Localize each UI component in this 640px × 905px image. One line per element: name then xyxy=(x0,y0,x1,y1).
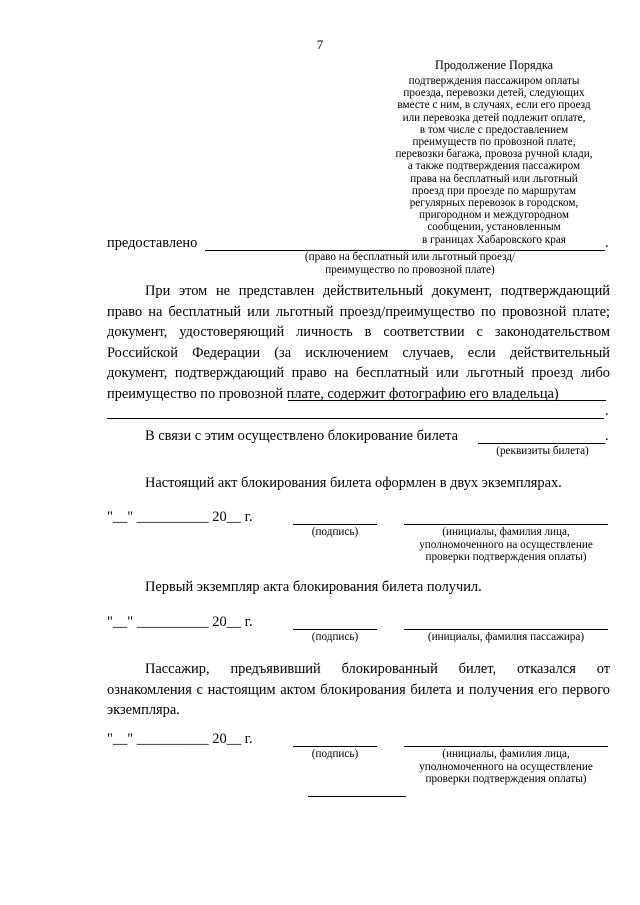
signature-line xyxy=(293,629,377,630)
ticket-details-caption: (реквизиты билета) xyxy=(496,445,589,457)
header-line: преимуществ по провозной плате, xyxy=(412,136,576,149)
missing-document-paragraph xyxy=(107,281,610,405)
provided-caption-line: преимущество по провозной плате) xyxy=(325,263,495,276)
caption-line: (инициалы, фамилия лица, xyxy=(442,748,570,760)
caption-line: (инициалы, фамилия лица, xyxy=(442,526,570,538)
inspector-name-caption xyxy=(395,748,617,786)
blocking-end: . xyxy=(605,428,609,444)
name-line xyxy=(404,629,608,630)
provided-end: . xyxy=(605,235,609,251)
date-field: "__" __________ 20__ г. xyxy=(107,731,253,747)
provided-caption-line: (право на бесплатный или льготный проезд/ xyxy=(304,251,516,263)
para1-end: . xyxy=(605,403,609,419)
extra-fill-line xyxy=(107,418,604,419)
provided-label: предоставлено xyxy=(107,235,198,251)
signature-line xyxy=(293,746,377,747)
header-line: сообщении, установленным xyxy=(427,221,561,234)
header-line: пригородном и междугородном xyxy=(418,209,570,222)
header-line: регулярных перевозок в городском, xyxy=(409,197,579,210)
first-copy-text: Первый экземпляр акта блокирования билета получил. xyxy=(145,579,482,595)
caption-line: проверки подтверждения оплаты) xyxy=(425,551,587,563)
header-block xyxy=(376,58,612,246)
header-line: или перевозка детей подлежит оплате, xyxy=(402,111,586,124)
closing-separator xyxy=(308,796,406,797)
owner-photo-fill-line xyxy=(288,400,606,401)
caption-line: уполномоченного на осуществление xyxy=(419,538,593,551)
refusal-paragraph xyxy=(107,659,610,721)
header-line: в том числе с предоставлением xyxy=(419,123,569,136)
header-line: подтверждения пассажиром оплаты xyxy=(408,75,580,87)
inspector-name-caption xyxy=(395,526,617,564)
signature-caption: (подпись) xyxy=(311,526,359,538)
refusal-text: Пассажир, предъявивший блокированный билет, отказался от ознакомления с настоящим актом блокирования билета и получения его первого экземпляра. xyxy=(107,661,610,719)
header-continuation: Продолжение Порядка xyxy=(435,58,553,72)
blocking-text: В связи с этим осуществлено блокирование билета xyxy=(145,428,459,444)
header-line: вместе с ним, в случаях, если его проезд xyxy=(397,99,591,112)
header-line: перевозки багажа, провоза ручной клади, xyxy=(395,148,593,161)
header-line: а также подтверждения пассажиром xyxy=(407,160,581,173)
ticket-details-fill-line xyxy=(478,443,605,444)
header-line: проезда, перевозки детей, следующих xyxy=(403,87,585,100)
date-field: "__" __________ 20__ г. xyxy=(107,509,253,525)
caption-line: уполномоченного на осуществление xyxy=(419,760,593,773)
caption-line: проверки подтверждения оплаты) xyxy=(425,773,587,785)
header-line: в границах Хабаровского края xyxy=(422,233,566,246)
missing-document-text: При этом не представлен действительный документ, подтверждающий право на бесплатный или льготный проезд/преимущество по провозной плате; документ, удостоверяющий личность в соответствии с законодательством Российской Федерации (за исключением случаев, если действительный документ, подтверждающий право на бесплатный или льготный проезд либо преимущество по провозной плате, содержит фотографию его владельца) xyxy=(107,283,610,402)
signature-caption: (подпись) xyxy=(311,748,359,760)
header-line: проезд при проезде по маршрутам xyxy=(411,184,577,197)
passenger-name-caption: (инициалы, фамилия пассажира) xyxy=(427,631,585,643)
signature-caption: (подпись) xyxy=(311,631,359,643)
date-field: "__" __________ 20__ г. xyxy=(107,614,253,630)
signature-line xyxy=(293,524,377,525)
name-line xyxy=(404,746,608,747)
header-line: права на бесплатный или льготный xyxy=(410,172,578,185)
provided-caption xyxy=(260,251,560,276)
page-number: 7 xyxy=(316,37,324,52)
act-copies-text: Настоящий акт блокирования билета оформлен в двух экземплярах. xyxy=(145,475,562,491)
name-line xyxy=(404,524,608,525)
